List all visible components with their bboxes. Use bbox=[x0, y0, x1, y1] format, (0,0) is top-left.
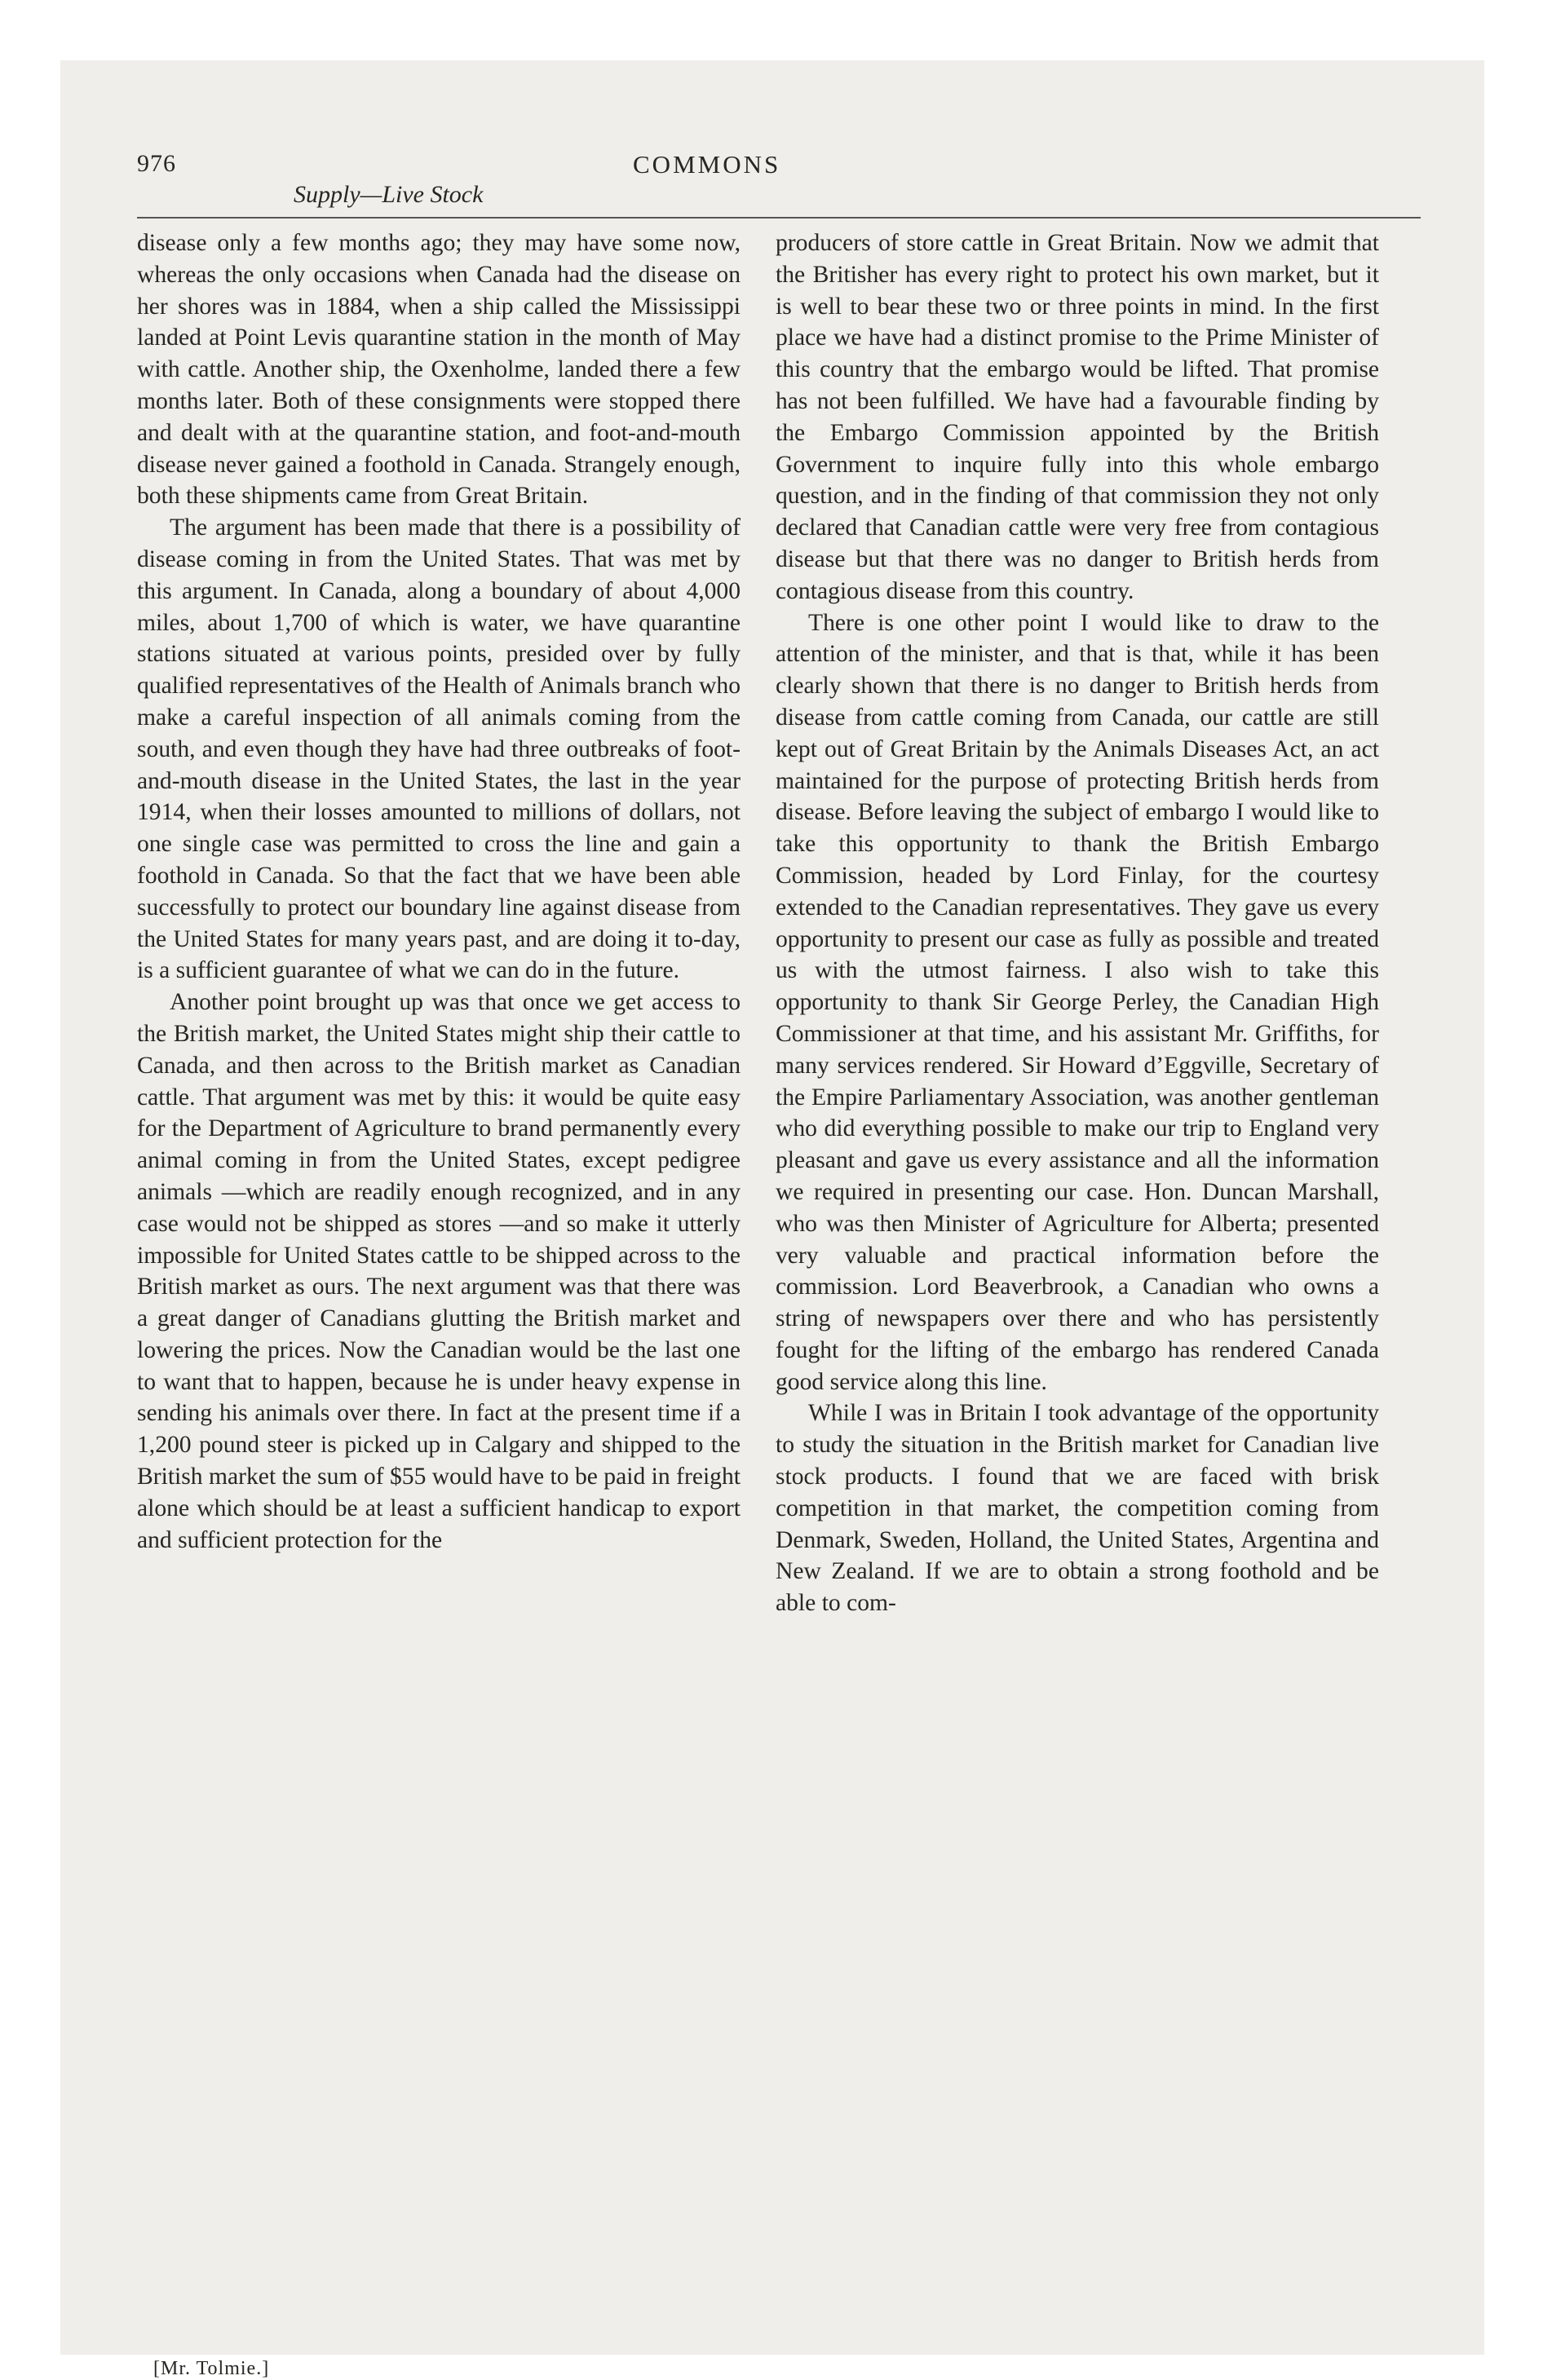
hansard-page bbox=[60, 60, 1484, 2379]
paragraph: There is one other point I would like to draw to the attention of the minister, and that is that, while it has been clearly shown that there is no danger to British herds from disease from cattle coming from Canada, our cattle are still kept out of Great Britain by the Animals Diseases Act, an act maintained for the purpose of protecting British herds from disease. Before leaving the subject of embargo I would like to take this opportunity to thank the British Embargo Commission, headed by Lord Finlay, for the courtesy extended to the Canadian representatives. They gave us every opportunity to present our case as fully as possible and treated us with the utmost fairness. I also wish to take this opportunity to thank Sir George Perley, the Canadian High Commissioner at that time, and his assistant Mr. Griffiths, for many services rendered. Sir Howard d’Eggville, Secretary of the Empire Parliamentary Association, was another gentleman who did everything possible to make our trip to England very pleasant and gave us every assistance and all the information we required in presenting our case. Hon. Duncan Marshall, who was then Minister of Agriculture for Alberta; presented very valuable and practical information before the commission. Lord Beaverbrook, a Canadian who owns a string of newspapers over there and who has persistently fought for the lifting of the embargo has rendered Canada good service along this line. bbox=[776, 609, 1379, 1395]
paragraph: While I was in Britain I took advantage of the opportunity to study the situation in the British market for Canadian live stock products. I found that we are faced with brisk competition in that market, the competition coming from Denmark, Sweden, Holland, the United States, Argentina and New Zealand. If we are to obtain a strong foothold and be able to com- bbox=[776, 1400, 1379, 1617]
paragraph: Another point brought up was that once we get access to the British market, the United States might ship their cattle to Canada, and then across to the British market as Canadian cattle. That argument was met by this: it would be quite easy for the Department of Agriculture to brand permanently every animal coming in from the United States, except pedigree animals —which are readily enough recognized, and in any case would not be shipped as stores —and so make it utterly impossible for United States cattle to be shipped across to the British market as ours. The next argument was that there was a great danger of Canadians glutting the British market and lowering the prices. Now the Canadian would be the last one to want that to happen, because he is under heavy expense in sending his animals over there. In fact at the present time if a 1,200 pound steer is picked up in Calgary and shipped to the British market the sum of $55 would have to be paid in freight alone which should be at least a sufficient handicap to export and sufficient protection for the bbox=[137, 989, 741, 1553]
paragraph: producers of store cattle in Great Britain. Now we admit that the Britisher has every right to protect his own market, but it is well to bear these two or three points in mind. In the first place we have had a distinct promise to the Prime Minister of this country that the embargo would be lifted. That promise has not been fulfilled. We have had a favourable finding by the Embargo Commission appointed by the British Government to inquire fully into this whole embargo question, and in the finding of that commission they not only declared that Canadian cattle were very free from contagious disease but that there was no danger to British herds from contagious disease from this country. bbox=[776, 230, 1379, 604]
header-rule bbox=[137, 217, 1421, 219]
left-column bbox=[137, 227, 741, 1556]
running-head-chamber: COMMONS bbox=[633, 150, 781, 179]
right-column bbox=[776, 227, 1379, 1619]
speaker-note: [Mr. Tolmie.] bbox=[153, 2358, 270, 2379]
running-head-section: Supply—Live Stock bbox=[294, 181, 484, 208]
paragraph: The argument has been made that there is a possibility of disease coming in from the United States. That was met by this argument. In Canada, along a boundary of about 4,000 miles, about 1,700 of which is water, we have quarantine stations situated at various points, presided over by fully qualified representatives of the Health of Animals branch who make a careful inspection of all animals coming from the south, and even though they have had three outbreaks of foot-and-mouth disease in the United States, the last in the year 1914, when their losses amounted to millions of dollars, not one single case was permitted to cross the line and gain a foothold in Canada. So that the fact that we have been able successfully to protect our boundary line against disease from the United States for many years past, and are doing it to-day, is a sufficient guarantee of what we can do in the future. bbox=[137, 514, 741, 984]
paragraph: disease only a few months ago; they may have some now, whereas the only occasions when Canada had the disease on her shores was in 1884, when a ship called the Mississippi landed at Point Levis quarantine station in the month of May with cattle. Another ship, the Oxenholme, landed there a few months later. Both of these consignments were stopped there and dealt with at the quarantine station, and foot-and-mouth disease never gained a foothold in Canada. Strangely enough, both these shipments came from Great Britain. bbox=[137, 230, 741, 510]
page-number: 976 bbox=[137, 150, 176, 177]
